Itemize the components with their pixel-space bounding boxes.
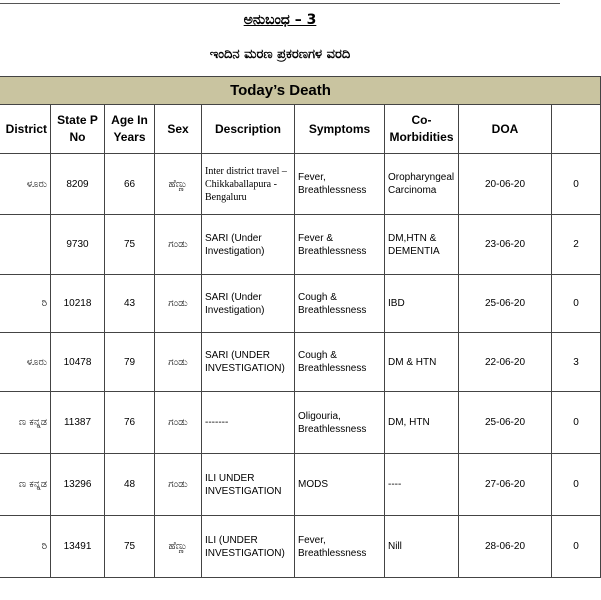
cell-state-p-no: 13296 xyxy=(51,454,105,516)
cell-age: 75 xyxy=(105,215,155,275)
header-sex: Sex xyxy=(155,105,202,154)
cell-comorbidities: Oropharyngeal Carcinoma xyxy=(385,154,459,215)
cell-state-p-no: 10218 xyxy=(51,275,105,333)
cell-sex: ಹೆಣ್ಣು xyxy=(155,516,202,578)
annex-title: ಅನುಬಂಧ – 3 xyxy=(243,12,317,28)
cell-symptoms: Oligouria, Breathlessness xyxy=(295,392,385,454)
cell-district: ಳೂರು xyxy=(0,154,51,215)
cell-last: 3 xyxy=(552,333,601,392)
cell-age: 43 xyxy=(105,275,155,333)
cell-comorbidities: ---- xyxy=(385,454,459,516)
cell-description: ------- xyxy=(202,392,295,454)
cell-doa: 28-06-20 xyxy=(459,516,552,578)
cell-district: ಳೂರು xyxy=(0,333,51,392)
report-title: ಇಂದಿನ ಮರಣ ಪ್ರಕರಣಗಳ ವರದಿ xyxy=(209,47,351,62)
table-row xyxy=(0,454,601,516)
cell-sex: ಗಂಡು xyxy=(155,454,202,516)
cell-district: ರಿ xyxy=(0,516,51,578)
cell-doa: 23-06-20 xyxy=(459,215,552,275)
cell-symptoms: Cough & Breathlessness xyxy=(295,275,385,333)
cell-state-p-no: 11387 xyxy=(51,392,105,454)
cell-sex: ಗಂಡು xyxy=(155,215,202,275)
cell-comorbidities: DM & HTN xyxy=(385,333,459,392)
cell-symptoms: Cough & Breathlessness xyxy=(295,333,385,392)
cell-doa: 22-06-20 xyxy=(459,333,552,392)
cell-last: 0 xyxy=(552,275,601,333)
cell-age: 48 xyxy=(105,454,155,516)
table-row xyxy=(0,392,601,454)
cell-symptoms: MODS xyxy=(295,454,385,516)
header-comorbidities: Co-Morbidities xyxy=(385,105,459,154)
cell-district: ಣ ಕನ್ನಡ xyxy=(0,454,51,516)
table-row xyxy=(0,275,601,333)
cell-description: ILI (UNDER INVESTIGATION) xyxy=(202,516,295,578)
cell-last: 0 xyxy=(552,516,601,578)
table-row xyxy=(0,215,601,275)
cell-state-p-no: 10478 xyxy=(51,333,105,392)
header-doa: DOA xyxy=(459,105,552,154)
cell-description: SARI (UNDER INVESTIGATION) xyxy=(202,333,295,392)
cell-symptoms: Fever, Breathlessness xyxy=(295,154,385,215)
cell-last: 0 xyxy=(552,154,601,215)
cell-last: 2 xyxy=(552,215,601,275)
header-district: District xyxy=(0,105,51,154)
cell-district xyxy=(0,215,51,275)
top-border-line xyxy=(0,3,560,4)
cell-district: ಣ ಕನ್ನಡ xyxy=(0,392,51,454)
table-row xyxy=(0,154,601,215)
header-description: Description xyxy=(202,105,295,154)
cell-state-p-no: 9730 xyxy=(51,215,105,275)
cell-age: 76 xyxy=(105,392,155,454)
header-last xyxy=(552,105,601,154)
cell-age: 79 xyxy=(105,333,155,392)
cell-age: 66 xyxy=(105,154,155,215)
cell-comorbidities: DM,HTN & DEMENTIA xyxy=(385,215,459,275)
cell-comorbidities: DM, HTN xyxy=(385,392,459,454)
cell-description: ILI UNDER INVESTIGATION xyxy=(202,454,295,516)
cell-comorbidities: IBD xyxy=(385,275,459,333)
table-row xyxy=(0,333,601,392)
cell-symptoms: Fever & Breathlessness xyxy=(295,215,385,275)
deaths-table xyxy=(0,76,601,578)
cell-age: 75 xyxy=(105,516,155,578)
cell-last: 0 xyxy=(552,392,601,454)
table-row xyxy=(0,516,601,578)
cell-comorbidities: Nill xyxy=(385,516,459,578)
cell-description: SARI (Under Investigation) xyxy=(202,215,295,275)
cell-doa: 20-06-20 xyxy=(459,154,552,215)
cell-sex: ಗಂಡು xyxy=(155,392,202,454)
table-banner: Today’s Death xyxy=(0,77,601,105)
header-symptoms: Symptoms xyxy=(295,105,385,154)
cell-last: 0 xyxy=(552,454,601,516)
cell-description: SARI (Under Investigation) xyxy=(202,275,295,333)
cell-sex: ಗಂಡು xyxy=(155,333,202,392)
cell-state-p-no: 8209 xyxy=(51,154,105,215)
header-age: Age In Years xyxy=(105,105,155,154)
cell-symptoms: Fever, Breathlessness xyxy=(295,516,385,578)
cell-doa: 25-06-20 xyxy=(459,275,552,333)
cell-sex: ಗಂಡು xyxy=(155,275,202,333)
cell-description: Inter district travel – Chikkaballapura - Bengaluru xyxy=(202,154,295,215)
cell-state-p-no: 13491 xyxy=(51,516,105,578)
cell-doa: 27-06-20 xyxy=(459,454,552,516)
cell-district: ರಿ xyxy=(0,275,51,333)
header-state-p-no: State P No xyxy=(51,105,105,154)
cell-doa: 25-06-20 xyxy=(459,392,552,454)
cell-sex: ಹೆಣ್ಣು xyxy=(155,154,202,215)
